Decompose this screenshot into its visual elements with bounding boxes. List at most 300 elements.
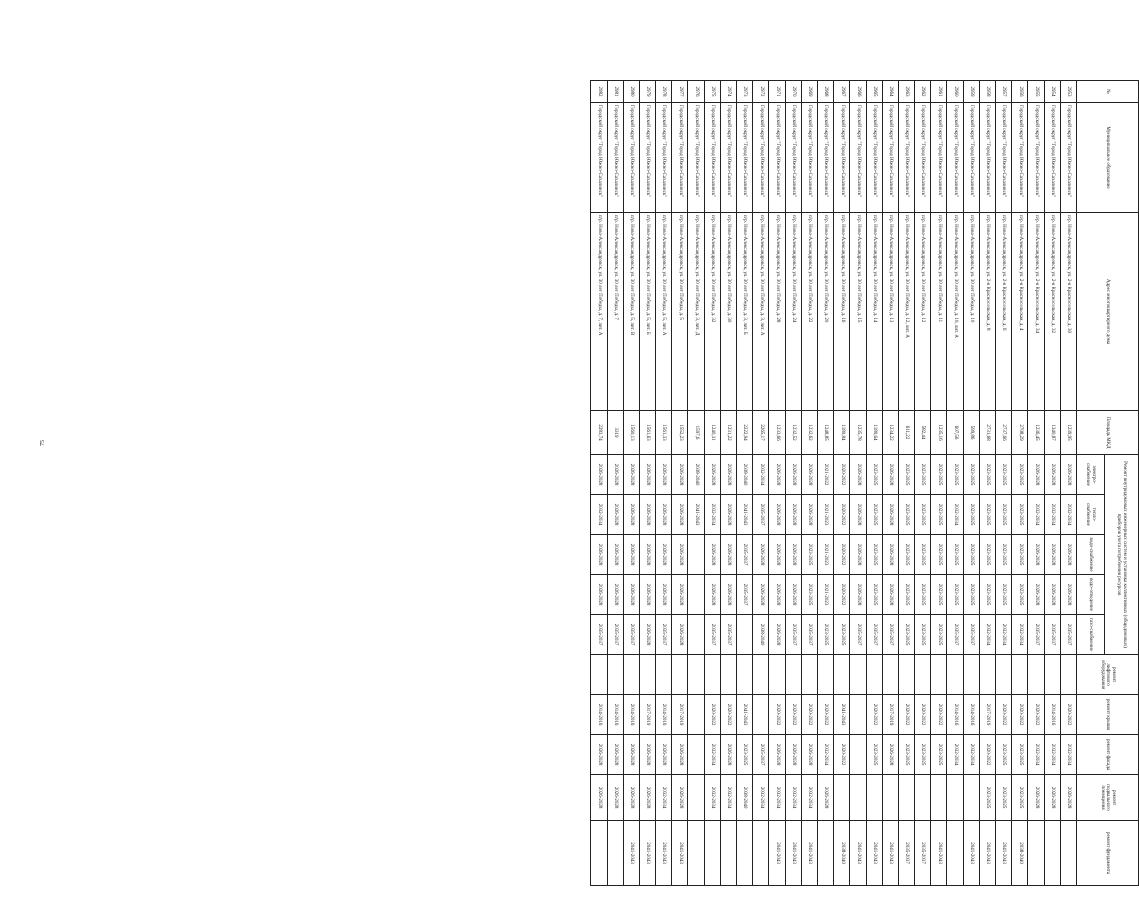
elevator-cell	[801, 655, 817, 695]
electric-cell: 2026-2028	[850, 455, 866, 495]
header-drain: водо-отведение	[1077, 575, 1105, 615]
row-number: 2976	[688, 81, 704, 103]
facade-cell: 2026-2028	[882, 735, 898, 775]
basement-cell: 2023-2025	[979, 775, 995, 821]
drain-cell: 2023-2025	[947, 575, 963, 615]
electric-cell: 2023-2025	[996, 455, 1012, 495]
table-row	[737, 81, 753, 886]
municipality-cell: Городской округ "Город Южно-Сахалинск"	[1060, 103, 1076, 213]
table-row	[769, 81, 785, 886]
table-row	[963, 81, 979, 886]
municipality-cell: Городской округ "Город Южно-Сахалинск"	[996, 103, 1012, 213]
gas-cell: 2035-2037	[866, 615, 882, 655]
row-number: 2970	[785, 81, 801, 103]
heat-cell: 2032-2034	[1044, 495, 1060, 535]
area-cell: 2708,29	[1012, 411, 1028, 455]
table-row	[639, 81, 655, 886]
facade-cell: 2026-2028	[591, 735, 608, 775]
gas-cell: 2038-2040	[753, 615, 769, 655]
gas-cell: 2023-2025	[915, 615, 931, 655]
water-cell: 2026-2028	[623, 535, 639, 575]
header-repair-group: Ремонт внутридомовых инженерных систем и установка коллективных (общедомовых) приборов учета потребления ресурсов	[1105, 455, 1139, 655]
foundation-cell	[591, 821, 608, 886]
heat-cell: 2026-2028	[882, 495, 898, 535]
address-cell: п/р. Ново-Александровск, ул. 30 лет Победы, д. 13	[882, 213, 898, 411]
gas-cell: 2035-2037	[850, 615, 866, 655]
municipality-cell: Городской округ "Город Южно-Сахалинск"	[623, 103, 639, 213]
basement-cell: 2032-2034	[769, 775, 785, 821]
municipality-cell: Городской округ "Город Южно-Сахалинск"	[931, 103, 947, 213]
table-row	[931, 81, 947, 886]
area-cell: 1180,84	[834, 411, 850, 455]
address-cell: п/р. Ново-Александровск, ул. 2-я Красносельская, д. 30	[1060, 213, 1076, 411]
gas-cell: 2035-2037	[801, 615, 817, 655]
area-cell: 2737,66	[996, 411, 1012, 455]
elevator-cell	[607, 655, 623, 695]
basement-cell	[834, 775, 850, 821]
municipality-cell: Городской округ "Город Южно-Сахалинск"	[704, 103, 720, 213]
roof-cell: 2017-2019	[979, 695, 995, 735]
municipality-cell: Городской округ "Город Южно-Сахалинск"	[850, 103, 866, 213]
facade-cell: 2026-2028	[785, 735, 801, 775]
elevator-cell	[866, 655, 882, 695]
roof-cell: 2020-2022	[931, 695, 947, 735]
foundation-cell	[818, 821, 834, 886]
table-row	[898, 81, 914, 886]
basement-cell: 2023-2025	[1012, 775, 1028, 821]
heat-cell: 2026-2028	[639, 495, 655, 535]
basement-cell: 2026-2028	[818, 775, 834, 821]
gas-cell: 2035-2037	[1060, 615, 1076, 655]
water-cell: 2020-2022	[834, 535, 850, 575]
basement-cell	[963, 775, 979, 821]
electric-cell: 2026-2028	[607, 455, 623, 495]
water-cell: 2026-2028	[607, 535, 623, 575]
municipality-cell: Городской округ "Город Южно-Сахалинск"	[1044, 103, 1060, 213]
gas-cell: 2032-2034	[979, 615, 995, 655]
roof-cell: 2020-2022	[996, 695, 1012, 735]
basement-cell: 2026-2028	[639, 775, 655, 821]
municipality-cell: Городской округ "Город Южно-Сахалинск"	[720, 103, 736, 213]
municipality-cell: Городской округ "Город Южно-Сахалинск"	[915, 103, 931, 213]
electric-cell: 2023-2025	[979, 455, 995, 495]
roof-cell: 2014-2016	[656, 695, 672, 735]
heat-cell: 2026-2028	[785, 495, 801, 535]
drain-cell: 2023-2025	[915, 575, 931, 615]
electric-cell: 2038-2040	[737, 455, 753, 495]
row-number: 2973	[737, 81, 753, 103]
gas-cell	[688, 615, 704, 655]
drain-cell: 2026-2028	[656, 575, 672, 615]
header-foundation: ремонт фундамента	[1077, 821, 1139, 886]
foundation-cell: 2041-2043	[866, 821, 882, 886]
foundation-cell: 2035-2037	[915, 821, 931, 886]
facade-cell: 2023-2025	[915, 735, 931, 775]
drain-cell: 2026-2028	[753, 575, 769, 615]
heat-cell: 2032-2034	[591, 495, 608, 535]
foundation-cell	[607, 821, 623, 886]
electric-cell: 2026-2028	[591, 455, 608, 495]
basement-cell: 2026-2028	[1044, 775, 1060, 821]
facade-cell	[688, 735, 704, 775]
municipality-cell: Городской округ "Город Южно-Сахалинск"	[882, 103, 898, 213]
header-num: №	[1077, 81, 1139, 103]
municipality-cell: Городской округ "Город Южно-Сахалинск"	[1012, 103, 1028, 213]
facade-cell: 2023-2025	[1012, 735, 1028, 775]
facade-cell: 2026-2028	[720, 735, 736, 775]
basement-cell: 2026-2028	[1028, 775, 1044, 821]
area-cell: 1235,16	[931, 411, 947, 455]
basement-cell: 2026-2028	[623, 775, 639, 821]
foundation-cell	[753, 821, 769, 886]
heat-cell: 2035-2037	[753, 495, 769, 535]
gas-cell: 2023-2025	[834, 615, 850, 655]
elevator-cell	[818, 655, 834, 695]
address-cell: п/р. Ново-Александровск, ул. 30 лет Победы, д. 30	[720, 213, 736, 411]
area-cell: 1240,31	[704, 411, 720, 455]
basement-cell: 2026-2028	[672, 775, 688, 821]
row-number: 2961	[931, 81, 947, 103]
roof-cell: 2020-2022	[898, 695, 914, 735]
water-cell: 2026-2028	[656, 535, 672, 575]
electric-cell: 2026-2028	[656, 455, 672, 495]
table-row	[688, 81, 704, 886]
foundation-cell: 2041-2043	[785, 821, 801, 886]
elevator-cell	[947, 655, 963, 695]
gas-cell: 2023-2025	[931, 615, 947, 655]
table-header	[1077, 81, 1139, 886]
municipality-cell: Городской округ "Город Южно-Сахалинск"	[672, 103, 688, 213]
electric-cell: 2026-2028	[882, 455, 898, 495]
heat-cell: 2032-2034	[1028, 495, 1044, 535]
area-cell: 1180,64	[866, 411, 882, 455]
drain-cell: 2026-2028	[720, 575, 736, 615]
table-row	[672, 81, 688, 886]
elevator-cell	[672, 655, 688, 695]
facade-cell: 2023-2025	[737, 735, 753, 775]
heat-cell: 2023-2025	[1012, 495, 1028, 535]
row-number: 2955	[1028, 81, 1044, 103]
elevator-cell	[785, 655, 801, 695]
heat-cell: 2041-2043	[688, 495, 704, 535]
gas-cell: 2035-2037	[623, 615, 639, 655]
facade-cell: 2032-2034	[818, 735, 834, 775]
drain-cell: 2023-2025	[963, 575, 979, 615]
electric-cell: 2023-2025	[866, 455, 882, 495]
table-row	[850, 81, 866, 886]
header-heat: тепло-снабжение	[1077, 495, 1105, 535]
foundation-cell: 2041-2043	[639, 821, 655, 886]
foundation-cell: 2041-2043	[882, 821, 898, 886]
row-number: 2956	[1012, 81, 1028, 103]
drain-cell: 2026-2028	[1060, 575, 1076, 615]
table-row	[947, 81, 963, 886]
water-cell: 2026-2028	[882, 535, 898, 575]
roof-cell: 2020-2022	[1060, 695, 1076, 735]
header-municipality: Муниципальное образование	[1077, 103, 1139, 213]
municipality-cell: Городской округ "Город Южно-Сахалинск"	[818, 103, 834, 213]
gas-cell: 2032-2034	[996, 615, 1012, 655]
table-row	[704, 81, 720, 886]
table-row	[656, 81, 672, 886]
elevator-cell	[915, 655, 931, 695]
header-area: Площадь МКД	[1077, 411, 1139, 455]
heat-cell: 2026-2028	[850, 495, 866, 535]
foundation-cell: 2041-2043	[623, 821, 639, 886]
foundation-cell	[947, 821, 963, 886]
basement-cell	[882, 775, 898, 821]
table-row	[834, 81, 850, 886]
heat-cell: 2026-2028	[672, 495, 688, 535]
header-gas: газо-снабжение	[1077, 615, 1105, 655]
heat-cell: 2020-2022	[834, 495, 850, 535]
heat-cell: 2026-2028	[607, 495, 623, 535]
gas-cell: 2026-2028	[639, 615, 655, 655]
table-row	[818, 81, 834, 886]
address-cell: п/р. Ново-Александровск, ул. 2-я Красносельская, д. 8	[979, 213, 995, 411]
basement-cell	[915, 775, 931, 821]
row-number: 2979	[639, 81, 655, 103]
water-cell: 2026-2028	[850, 535, 866, 575]
roof-cell: 2014-2016	[623, 695, 639, 735]
water-cell: 2023-2025	[866, 535, 882, 575]
row-number: 2969	[801, 81, 817, 103]
gas-cell: 2035-2037	[785, 615, 801, 655]
roof-cell: 2020-2022	[785, 695, 801, 735]
municipality-cell: Городской округ "Город Южно-Сахалинск"	[753, 103, 769, 213]
water-cell: 2023-2025	[915, 535, 931, 575]
roof-cell: 2014-2016	[1044, 695, 1060, 735]
electric-cell: 2026-2028	[1044, 455, 1060, 495]
roof-cell: 2014-2016	[591, 695, 608, 735]
row-number: 2959	[963, 81, 979, 103]
facade-cell: 2035-2037	[753, 735, 769, 775]
drain-cell: 2023-2025	[979, 575, 995, 615]
basement-cell: 2032-2034	[720, 775, 736, 821]
foundation-cell: 2041-2043	[672, 821, 688, 886]
elevator-cell	[753, 655, 769, 695]
table-row	[979, 81, 995, 886]
area-cell: 1232,62	[801, 411, 817, 455]
municipality-cell: Городской округ "Город Южно-Сахалинск"	[947, 103, 963, 213]
roof-cell: 2014-2016	[607, 695, 623, 735]
area-cell: 1239,95	[1060, 411, 1076, 455]
heat-cell: 2023-2025	[866, 495, 882, 535]
water-cell: 2026-2028	[785, 535, 801, 575]
gas-cell	[737, 615, 753, 655]
heat-cell: 2026-2028	[623, 495, 639, 535]
heat-cell: 2032-2034	[704, 495, 720, 535]
table-row	[866, 81, 882, 886]
drain-cell: 2026-2028	[623, 575, 639, 615]
heat-cell: 2032-2034	[1060, 495, 1076, 535]
area-cell: 1561,63	[639, 411, 655, 455]
municipality-cell: Городской округ "Город Южно-Сахалинск"	[607, 103, 623, 213]
heat-cell: 2032-2034	[947, 495, 963, 535]
area-cell: 1597,6	[688, 411, 704, 455]
row-number: 2965	[866, 81, 882, 103]
area-cell: 3319	[607, 411, 623, 455]
area-cell: 1235,78	[850, 411, 866, 455]
row-number: 2981	[607, 81, 623, 103]
electric-cell: 2038-2040	[688, 455, 704, 495]
heat-cell: 2026-2028	[656, 495, 672, 535]
heat-cell: 2021-2023	[818, 495, 834, 535]
municipality-cell: Городской округ "Город Южно-Сахалинск"	[591, 103, 608, 213]
gas-cell: 2035-2037	[947, 615, 963, 655]
row-number: 2982	[591, 81, 608, 103]
electric-cell: 2032-2034	[753, 455, 769, 495]
table-row	[753, 81, 769, 886]
municipality-cell: Городской округ "Город Южно-Сахалинск"	[963, 103, 979, 213]
roof-cell: 2020-2022	[801, 695, 817, 735]
gas-cell: 2035-2037	[591, 615, 608, 655]
address-cell: п/р. Ново-Александровск, ул. 30 лет Победы, д. 5, лит. А	[656, 213, 672, 411]
heat-cell: 2023-2025	[979, 495, 995, 535]
row-number: 2972	[753, 81, 769, 103]
basement-cell: 2023-2025	[996, 775, 1012, 821]
municipality-cell: Городской округ "Город Южно-Сахалинск"	[785, 103, 801, 213]
elevator-cell	[688, 655, 704, 695]
basement-cell	[931, 775, 947, 821]
drain-cell: 2026-2028	[1044, 575, 1060, 615]
roof-cell: 2017-2019	[672, 695, 688, 735]
elevator-cell	[769, 655, 785, 695]
row-number: 2975	[704, 81, 720, 103]
facade-cell: 2020-2022	[834, 735, 850, 775]
elevator-cell	[979, 655, 995, 695]
table-row	[785, 81, 801, 886]
area-cell: 1232,52	[785, 411, 801, 455]
drain-cell: 2026-2028	[704, 575, 720, 615]
electric-cell: 2026-2028	[639, 455, 655, 495]
drain-cell: 2026-2028	[785, 575, 801, 615]
drain-cell: 2026-2028	[882, 575, 898, 615]
elevator-cell	[656, 655, 672, 695]
foundation-cell	[737, 821, 753, 886]
facade-cell: 2032-2034	[1028, 735, 1044, 775]
drain-cell: 2023-2025	[931, 575, 947, 615]
water-cell: 2023-2025	[898, 535, 914, 575]
foundation-cell: 2041-2043	[769, 821, 785, 886]
electric-cell: 2021-2022	[818, 455, 834, 495]
gas-cell: 2035-2037	[720, 615, 736, 655]
gas-cell: 2023-2025	[818, 615, 834, 655]
drain-cell: 2026-2028	[591, 575, 608, 615]
water-cell: 2026-2028	[672, 535, 688, 575]
electric-cell: 2026-2028	[785, 455, 801, 495]
header-facade: ремонт фасада	[1077, 735, 1139, 775]
facade-cell: 2026-2028	[801, 735, 817, 775]
table-row	[882, 81, 898, 886]
gas-cell: 2035-2037	[1028, 615, 1044, 655]
drain-cell: 2035-2037	[737, 575, 753, 615]
table-body	[591, 81, 1077, 886]
water-cell: 2035-2037	[737, 535, 753, 575]
electric-cell: 2026-2028	[623, 455, 639, 495]
address-cell: п/р. Ново-Александровск, ул. 2-я Красносельская, д. 4	[1012, 213, 1028, 411]
foundation-cell: 2038-2040	[1012, 821, 1028, 886]
area-cell: 1561,33	[656, 411, 672, 455]
water-cell: 2023-2025	[979, 535, 995, 575]
address-cell: п/р. Ново-Александровск, ул. 30 лет Победы, д. 3, лит. А	[753, 213, 769, 411]
roof-cell: 2020-2022	[866, 695, 882, 735]
row-number: 2966	[850, 81, 866, 103]
table-row	[1028, 81, 1044, 886]
row-number: 2971	[769, 81, 785, 103]
drain-cell: 2023-2025	[1012, 575, 1028, 615]
heat-cell: 2023-2025	[963, 495, 979, 535]
electric-cell: 2023-2025	[947, 455, 963, 495]
table-row	[915, 81, 931, 886]
water-cell: 2023-2025	[801, 535, 817, 575]
row-number: 2960	[947, 81, 963, 103]
facade-cell: 2026-2028	[656, 735, 672, 775]
gas-cell: 2035-2037	[704, 615, 720, 655]
basement-cell: 2032-2034	[656, 775, 672, 821]
gas-cell: 2035-2037	[963, 615, 979, 655]
elevator-cell	[1028, 655, 1044, 695]
roof-cell: 2020-2022	[818, 695, 834, 735]
water-cell: 2023-2025	[1012, 535, 1028, 575]
electric-cell: 2023-2025	[898, 455, 914, 495]
row-number: 2978	[656, 81, 672, 103]
foundation-cell: 2041-2043	[996, 821, 1012, 886]
electric-cell: 2020-2022	[834, 455, 850, 495]
foundation-cell: 2041-2043	[931, 821, 947, 886]
address-cell: п/р. Ново-Александровск, ул. 30 лет Победы, д. 5, лит. В	[623, 213, 639, 411]
address-cell: п/р. Ново-Александровск, ул. 30 лет Победы, д. 12	[915, 213, 931, 411]
facade-cell: 2032-2034	[1044, 735, 1060, 775]
area-cell: 2265,17	[753, 411, 769, 455]
roof-cell: 2017-2019	[882, 695, 898, 735]
basement-cell: 2038-2040	[737, 775, 753, 821]
table-row	[801, 81, 817, 886]
roof-cell: 2041-2043	[737, 695, 753, 735]
electric-cell: 2026-2028	[1060, 455, 1076, 495]
electric-cell: 2026-2028	[720, 455, 736, 495]
municipality-cell: Городской округ "Город Южно-Сахалинск"	[688, 103, 704, 213]
foundation-cell	[1028, 821, 1044, 886]
address-cell: п/р. Ново-Александровск, ул. 30 лет Победы, д. 10, лит. А	[947, 213, 963, 411]
roof-cell: 2014-2016	[947, 695, 963, 735]
area-cell: 1340,87	[1044, 411, 1060, 455]
table-row	[720, 81, 736, 886]
facade-cell: 2032-2034	[704, 735, 720, 775]
municipality-cell: Городской округ "Город Южно-Сахалинск"	[834, 103, 850, 213]
electric-cell: 2023-2025	[915, 455, 931, 495]
row-number: 2974	[720, 81, 736, 103]
address-cell: п/р. Ново-Александровск, ул. 30 лет Победы, д. 7	[607, 213, 623, 411]
address-cell: п/р. Ново-Александровск, ул. 30 лет Победы, д. 15	[850, 213, 866, 411]
roof-cell: 2014-2016	[963, 695, 979, 735]
header-electric: электро-снабжение	[1077, 455, 1105, 495]
water-cell: 2026-2028	[720, 535, 736, 575]
heat-cell: 2023-2025	[898, 495, 914, 535]
gas-cell: 2032-2034	[1012, 615, 1028, 655]
address-cell: п/р. Ново-Александровск, ул. 30 лет Победы, д. 5	[672, 213, 688, 411]
address-cell: п/р. Ново-Александровск, ул. 30 лет Победы, д. 3, лит. Б	[737, 213, 753, 411]
table-row	[1060, 81, 1076, 886]
roof-cell	[753, 695, 769, 735]
facade-cell: 2023-2025	[898, 735, 914, 775]
elevator-cell	[882, 655, 898, 695]
address-cell: п/р. Ново-Александровск, ул. 30 лет Победы, д. 28	[769, 213, 785, 411]
water-cell: 2026-2028	[1044, 535, 1060, 575]
municipality-cell: Городской округ "Город Южно-Сахалинск"	[769, 103, 785, 213]
gas-cell: 2023-2025	[898, 615, 914, 655]
facade-cell: 2032-2034	[963, 735, 979, 775]
